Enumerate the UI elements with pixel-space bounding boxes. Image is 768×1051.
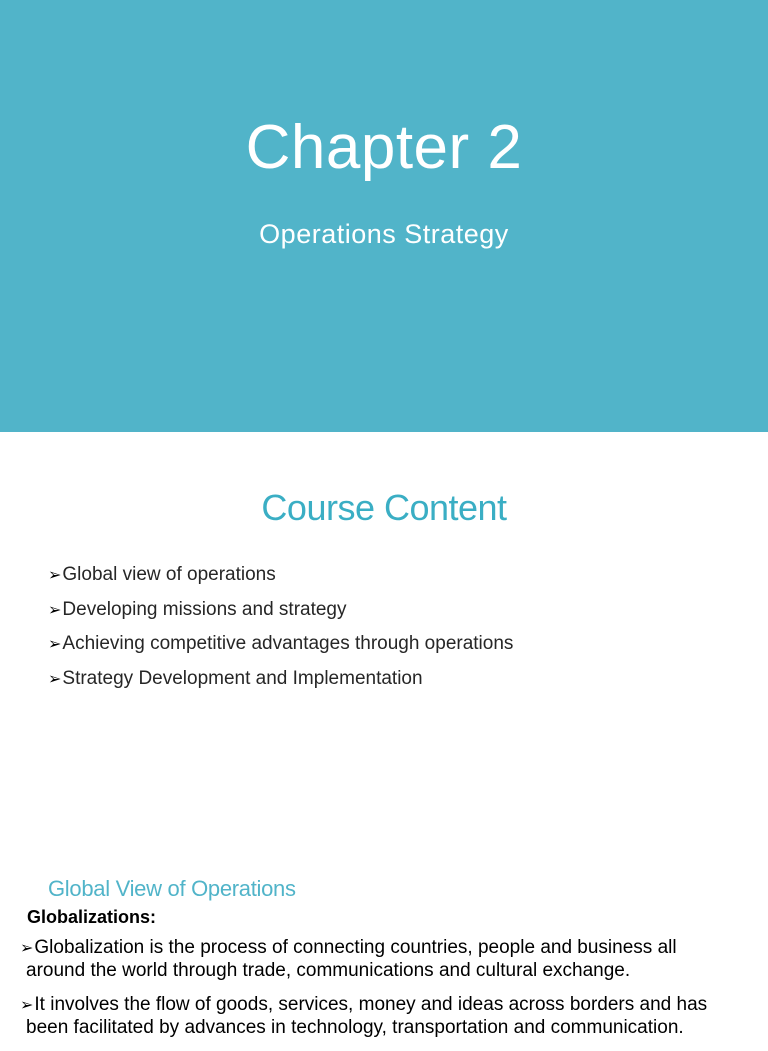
globalization-bullets — [20, 937, 760, 1051]
global-view-slide — [0, 864, 768, 1038]
bullet-line-2: been facilitated by advances in technology, transportation and communication. — [26, 1017, 684, 1038]
arrow-bullet-icon: ➢ — [48, 670, 62, 688]
arrow-bullet-icon: ➢ — [48, 567, 62, 584]
globalizations-heading: Globalizations: — [27, 907, 157, 927]
list-item-text: Strategy Development and Implementation — [62, 667, 423, 689]
course-content-list — [48, 558, 513, 696]
list-item — [20, 994, 760, 1039]
bullet-line-1: It involves the flow of goods, services, money and ideas across borders and has — [34, 994, 708, 1015]
list-item-text: Developing missions and strategy — [62, 598, 347, 620]
list-item-text: Achieving competitive advantages through operations — [62, 633, 514, 654]
arrow-bullet-icon: ➢ — [20, 940, 34, 957]
list-item — [48, 593, 513, 628]
list-item — [20, 937, 760, 982]
arrow-bullet-icon: ➢ — [20, 997, 34, 1014]
title-slide — [0, 0, 768, 432]
slide-title: Chapter 2 — [245, 113, 523, 182]
list-item — [48, 662, 513, 697]
bullet-line-2: around the world through trade, communications and cultural exchange. — [26, 960, 631, 981]
global-view-title: Global View of Operations — [48, 876, 296, 901]
list-item — [48, 627, 513, 662]
list-item — [48, 558, 513, 593]
list-item-text: Global view of operations — [62, 564, 276, 585]
slide-subtitle: Operations Strategy — [259, 219, 509, 249]
bullet-line-1: Globalization is the process of connecting countries, people and business all — [34, 937, 677, 958]
course-content-title: Course Content — [261, 487, 507, 528]
course-content-slide — [0, 432, 768, 864]
arrow-bullet-icon: ➢ — [48, 601, 62, 619]
arrow-bullet-icon: ➢ — [48, 636, 62, 653]
